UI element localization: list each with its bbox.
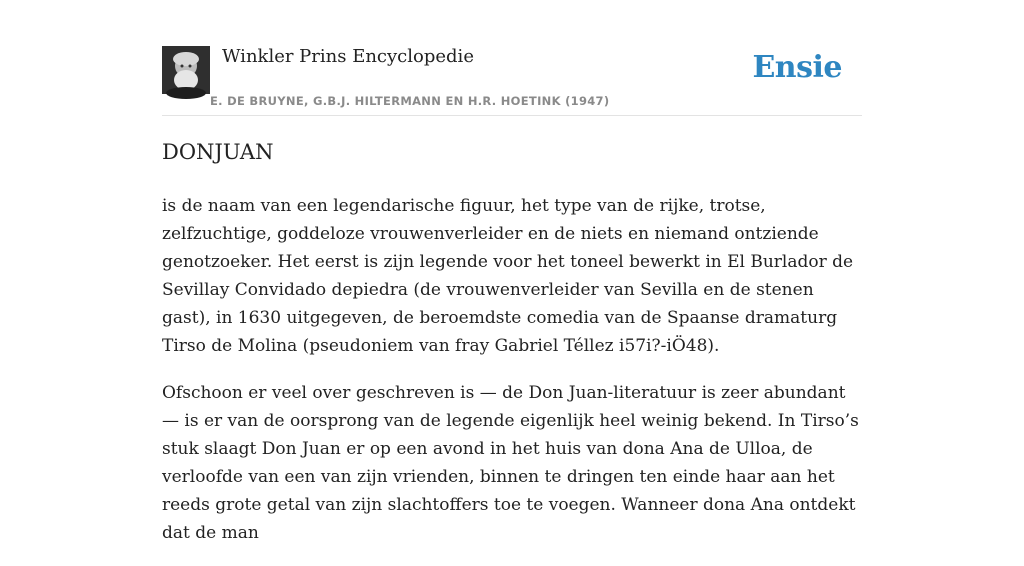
portrait-image — [162, 46, 210, 94]
brand-logo[interactable]: Ensie — [752, 50, 842, 85]
header — [162, 0, 862, 116]
entry-title: DONJUAN — [162, 140, 274, 164]
author-avatar[interactable] — [162, 46, 210, 94]
entry-paragraph: is de naam van een legendarische figuur, het type van de rijke, trotse, zelfzuchtige, goddeloze vrouwenverleider en de niets en niemand ontziende genotzoeker. Het eerst is zijn legende voor het toneel bewerkt in El Burlador de Sevillay Convidado depiedra (de vrouwenverleider van Sevilla en de stenen gast), in 1630 uitgegeven, de beroemdste comedia van de Spaanse dramaturg Tirso de Molina (pseudoniem van fray Gabriel Téllez i57i?-iÖ48). — [162, 196, 854, 356]
page — [162, 0, 862, 543]
entry-paragraph: Ofschoon er veel over geschreven is — de Don Juan-literatuur is zeer abundant — is er van de oorsprong van de legende eigenlijk heel weinig bekend. In Tirso’s stuk slaagt Don Juan er op een avond in het huis van dona Ana de Ulloa, de verloofde van een van zijn vrienden, binnen te dringen ten einde haar aan het reeds grote getal van zijn slachtoffers toe te voegen. Wanneer dona Ana ontdekt dat de man — [162, 383, 859, 543]
entry-body — [162, 192, 862, 566]
source-authors: E. DE BRUYNE, G.B.J. HILTERMANN EN H.R. HOETINK (1947) — [210, 94, 610, 108]
source-title[interactable]: Winkler Prins Encyclopedie — [222, 46, 474, 67]
